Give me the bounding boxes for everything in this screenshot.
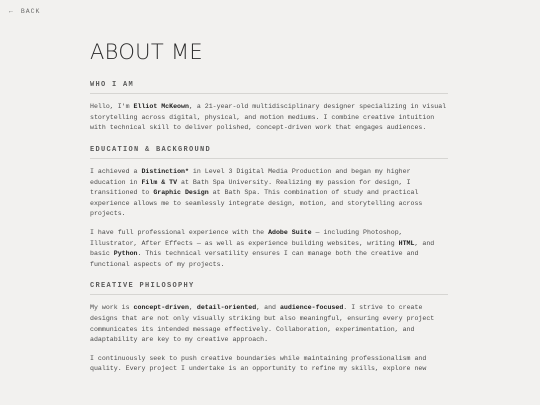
- section-creative-philosophy: [90, 282, 448, 375]
- section-paragraph: My work is concept-driven, detail-oriented, and audience-focused. I strive to create designs that are not only visually striking but also meaningful, ensuring every project communicates its intended message effectively. Collaboration, experimentation, and adaptability are key to my creative approach.: [90, 304, 435, 344]
- section-heading: CREATIVE PHILOSOPHY: [90, 282, 448, 295]
- section-education-background: [90, 146, 448, 270]
- section-paragraph: Hello, I'm Elliot McKeown, a 21-year-old multidisciplinary designer specializing in visual storytelling across digital, physical, and motion mediums. I combine creative intuition with technical skill to deliver polished, concept-driven work that engages audiences.: [90, 103, 447, 132]
- section-who-i-am: [90, 81, 448, 134]
- back-link[interactable]: [9, 8, 40, 15]
- highlight-text: concept-driven: [133, 304, 189, 312]
- highlight-text: Adobe Suite: [268, 228, 312, 236]
- highlight-text: Python: [113, 250, 138, 258]
- back-arrow-icon: ←: [9, 8, 14, 15]
- back-link-label: BACK: [20, 8, 41, 15]
- highlight-text: Film & TV: [141, 178, 178, 186]
- page-title: ABOUT ME: [90, 40, 203, 64]
- section-paragraph: I continuously seek to push creative boundaries while maintaining professionalism and quality. Every project I undertake is an opportunity to refine my skills, explore new: [90, 354, 427, 373]
- highlight-text: audience-focused: [279, 304, 344, 312]
- main-content: [90, 40, 448, 387]
- section-heading: WHO I AM: [90, 81, 448, 94]
- section-paragraph: I have full professional experience with the Adobe Suite — including Photoshop, Illustrator, After Effects — as well as experience building websites, writing HTML, and basic Python. This technical versatility ensures I can manage both the creative and functional aspects of my projects.: [90, 228, 435, 268]
- sections-container: [90, 81, 448, 375]
- section-heading: EDUCATION & BACKGROUND: [90, 146, 448, 159]
- section-paragraph: I achieved a Distinction* in Level 3 Digital Media Production and began my higher education in Film & TV at Bath Spa University. Realizing my passion for design, I transitioned to Graphic Design at Bath Spa. This combination of study and practical experience allows me to seamlessly integrate design, motion, and storytelling across projects.: [90, 167, 423, 218]
- highlight-text: Graphic Design: [153, 189, 209, 197]
- highlight-text: Elliot McKeown: [133, 103, 189, 111]
- highlight-text: Distinction*: [141, 167, 189, 175]
- highlight-text: HTML: [398, 239, 415, 247]
- highlight-text: detail-oriented: [196, 304, 257, 312]
